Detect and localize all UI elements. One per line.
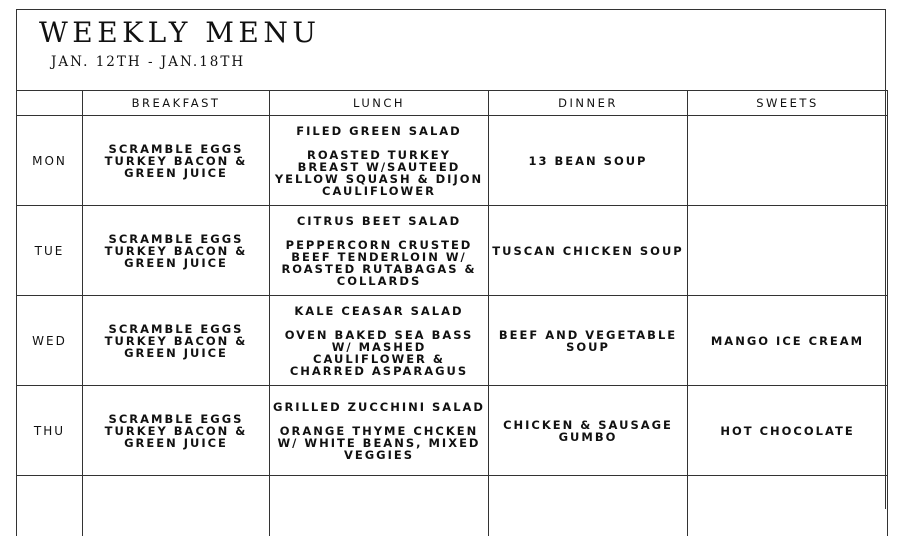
breakfast-cell (83, 386, 270, 476)
column-header-dinner: DINNER (489, 91, 688, 116)
table-row (17, 386, 888, 476)
day-label: WED (17, 296, 83, 386)
sweets-text: HOT CHOCOLATE (688, 425, 887, 437)
day-label: THU (17, 386, 83, 476)
dinner-text: TUSCAN CHICKEN SOUP (489, 245, 687, 257)
sweets-cell (688, 206, 888, 296)
breakfast-text: SCRAMBLE EGGS TURKEY BACON & GREEN JUICE (83, 413, 269, 449)
page-title: WEEKLY MENU (39, 16, 320, 49)
dinner-text: CHICKEN & SAUSAGE GUMBO (489, 419, 687, 443)
lunch-main: PEPPERCORN CRUSTED BEEF TENDERLOIN W/ ROASTED RUTABAGAS & COLLARDS (273, 239, 485, 287)
menu-header (17, 10, 885, 91)
lunch-main: ORANGE THYME CHCKEN W/ WHITE BEANS, MIXED VEGGIES (273, 425, 485, 461)
sweets-text: MANGO ICE CREAM (688, 335, 887, 347)
dinner-cell (489, 296, 688, 386)
lunch-main: ROASTED TURKEY BREAST W/SAUTEED YELLOW SQUASH & DIJON CAULIFLOWER (273, 149, 485, 197)
breakfast-cell (83, 116, 270, 206)
lunch-main: OVEN BAKED SEA BASS W/ MASHED CAULIFLOWER & CHARRED ASPARAGUS (273, 329, 485, 377)
column-header-day (17, 91, 83, 116)
day-label: TUE (17, 206, 83, 296)
menu-table (16, 90, 888, 536)
sweets-cell (688, 296, 888, 386)
table-row (17, 296, 888, 386)
table-row (17, 116, 888, 206)
empty-cell (489, 476, 688, 536)
empty-cell (688, 476, 888, 536)
sweets-cell (688, 116, 888, 206)
lunch-starter: FILED GREEN SALAD (273, 125, 485, 137)
column-header-lunch: LUNCH (270, 91, 489, 116)
lunch-cell (270, 296, 489, 386)
lunch-starter: KALE CEASAR SALAD (273, 305, 485, 317)
empty-cell (83, 476, 270, 536)
column-header-breakfast: BREAKFAST (83, 91, 270, 116)
dinner-cell (489, 386, 688, 476)
dinner-text: BEEF AND VEGETABLE SOUP (489, 329, 687, 353)
breakfast-cell (83, 296, 270, 386)
breakfast-text: SCRAMBLE EGGS TURKEY BACON & GREEN JUICE (83, 233, 269, 269)
date-range: JAN. 12TH - JAN.18TH (51, 54, 245, 70)
table-row (17, 206, 888, 296)
lunch-cell (270, 116, 489, 206)
breakfast-cell (83, 206, 270, 296)
lunch-cell (270, 386, 489, 476)
lunch-cell (270, 206, 489, 296)
empty-cell (270, 476, 489, 536)
dinner-cell (489, 206, 688, 296)
dinner-cell (489, 116, 688, 206)
menu-sheet (16, 9, 886, 509)
lunch-starter: CITRUS BEET SALAD (273, 215, 485, 227)
empty-cell (17, 476, 83, 536)
header-row (17, 91, 888, 116)
breakfast-text: SCRAMBLE EGGS TURKEY BACON & GREEN JUICE (83, 143, 269, 179)
table-row-partial (17, 476, 888, 536)
sweets-cell (688, 386, 888, 476)
column-header-sweets: SWEETS (688, 91, 888, 116)
day-label: MON (17, 116, 83, 206)
dinner-text: 13 BEAN SOUP (489, 155, 687, 167)
lunch-starter: GRILLED ZUCCHINI SALAD (273, 401, 485, 413)
breakfast-text: SCRAMBLE EGGS TURKEY BACON & GREEN JUICE (83, 323, 269, 359)
